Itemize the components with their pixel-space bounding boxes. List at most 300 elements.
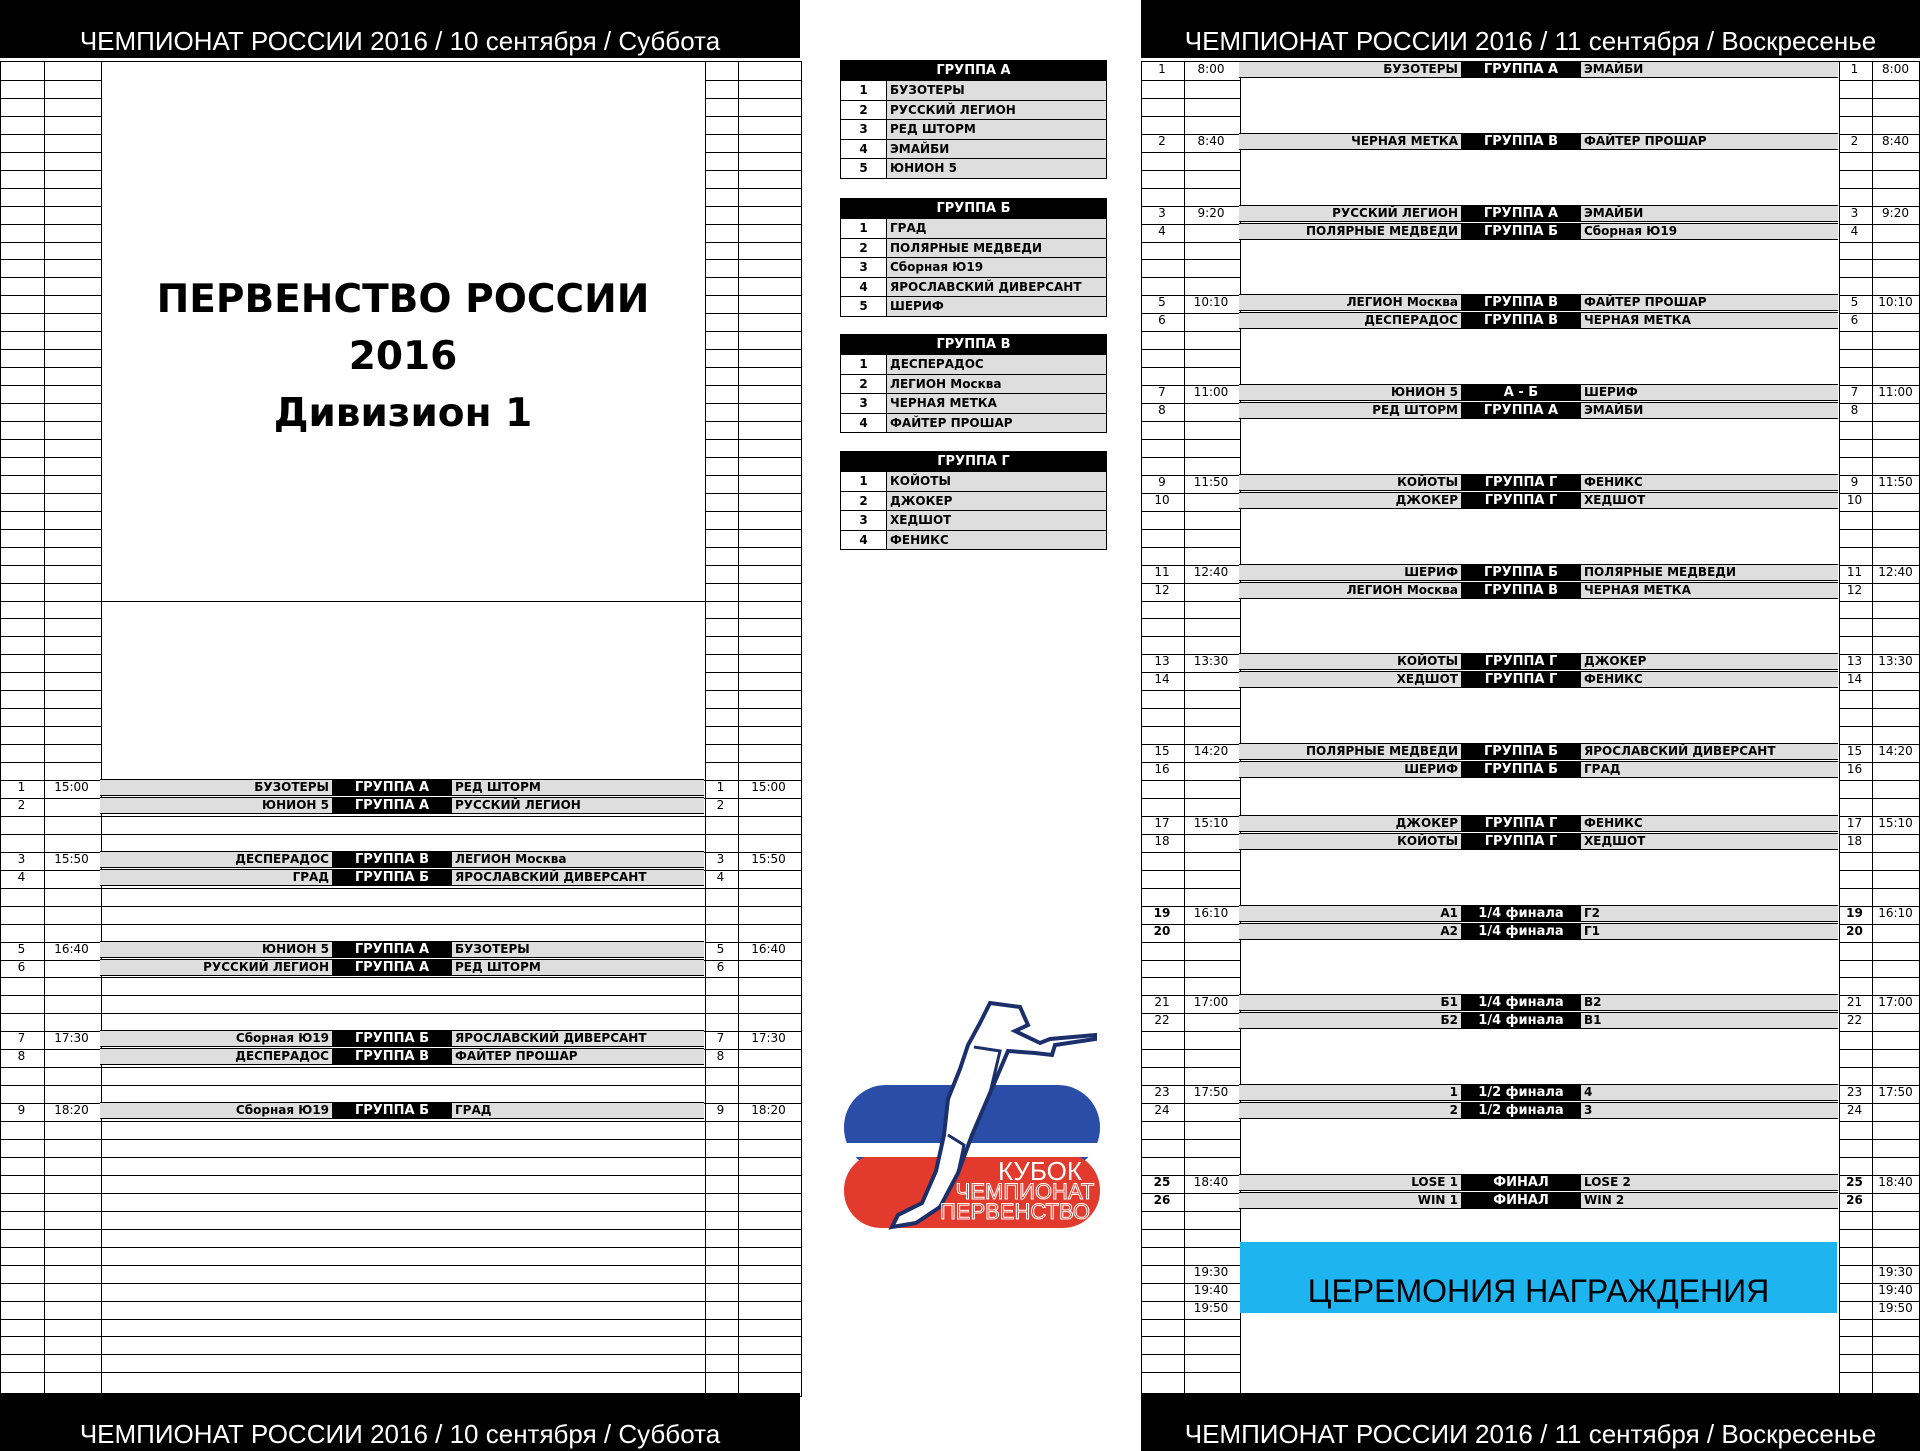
grid-row-line bbox=[705, 1301, 802, 1302]
grid-row-line bbox=[1142, 188, 1240, 189]
match-home-team: ЛЕГИОН Москва bbox=[1346, 295, 1458, 310]
match-number: 6 bbox=[1158, 313, 1166, 328]
grid-row-line bbox=[1142, 349, 1240, 350]
match-number-right: 3 bbox=[1850, 205, 1859, 220]
grid-row-line bbox=[101, 1354, 705, 1355]
footer-saturday: ЧЕМПИОНАТ РОССИИ 2016 / 10 сентября / Суббота bbox=[0, 1393, 800, 1451]
match-away-team: ЭМАЙБИ bbox=[1584, 62, 1644, 76]
match-time: 17:00 bbox=[1193, 995, 1229, 1010]
grid-row-line bbox=[1839, 780, 1920, 781]
group-team-row bbox=[841, 218, 1106, 238]
match-number-right: 12 bbox=[1846, 582, 1863, 597]
match-away-team: ЧЕРНАЯ МЕТКА bbox=[1584, 313, 1691, 328]
match-home-team: РУССКИЙ ЛЕГИОН bbox=[203, 959, 329, 974]
grid-column-line bbox=[705, 62, 706, 1396]
match-number: 18 bbox=[1154, 833, 1170, 848]
match-number-right: 9 bbox=[1850, 474, 1859, 489]
match-number-right: 24 bbox=[1846, 1103, 1863, 1118]
match-time-right bbox=[1871, 402, 1920, 419]
match-time bbox=[1183, 1012, 1239, 1029]
grid-row-line bbox=[101, 924, 705, 925]
page-title bbox=[102, 271, 704, 442]
match-away-team: ДЖОКЕР bbox=[1584, 654, 1647, 669]
group-team-row bbox=[841, 374, 1106, 394]
match-number-right: 14 bbox=[1846, 672, 1863, 687]
match-home-team: 2 bbox=[1449, 1103, 1458, 1118]
match-number: 16 bbox=[1154, 762, 1170, 777]
grid-row-line bbox=[1839, 277, 1920, 278]
grid-row-line bbox=[1142, 421, 1240, 422]
grid-row-line bbox=[1, 834, 101, 835]
match-stage: ГРУППА А bbox=[1461, 402, 1581, 419]
match-time: 16:10 bbox=[1193, 905, 1229, 920]
grid-row-line bbox=[705, 1139, 802, 1140]
logo-line-3: ПЕРВЕНСТВО bbox=[939, 1199, 1091, 1224]
grid-row-line bbox=[1, 1211, 101, 1212]
match-number-right: 9 bbox=[716, 1103, 725, 1118]
grid-row-line bbox=[1839, 1211, 1920, 1212]
match-time-right bbox=[1871, 761, 1920, 778]
grid-row-line bbox=[1839, 1049, 1920, 1050]
grid-row-line bbox=[1, 1121, 101, 1122]
group-title: ГРУППА Б bbox=[841, 199, 1106, 218]
match-number-right: 7 bbox=[1850, 385, 1859, 400]
match-time bbox=[1183, 671, 1239, 688]
grid-row-line bbox=[1, 906, 101, 907]
grid-row-line bbox=[705, 1354, 802, 1355]
grid-row-line bbox=[1142, 259, 1240, 260]
grid-row-line bbox=[705, 583, 802, 584]
grid-row-line bbox=[1839, 98, 1920, 99]
match-time bbox=[1183, 923, 1239, 940]
grid-row-line bbox=[705, 1247, 802, 1248]
group-team-row bbox=[841, 119, 1106, 139]
group-team-name: ФЕНИКС bbox=[890, 532, 949, 547]
match-time-right: 16:10 bbox=[1878, 905, 1913, 920]
grid-row-line bbox=[1142, 242, 1240, 243]
grid-row-line bbox=[705, 1283, 802, 1284]
grid-row-line bbox=[1142, 367, 1240, 368]
match-time-right bbox=[737, 869, 800, 886]
grid-row-line bbox=[1142, 1372, 1240, 1373]
match-number: 6 bbox=[17, 959, 26, 974]
grid-row-line bbox=[1839, 977, 1920, 978]
match-home-team: КОЙОТЫ bbox=[1397, 833, 1458, 848]
match-away-team: ЯРОСЛАВСКИЙ ДИВЕРСАНТ bbox=[1584, 744, 1776, 759]
group-team-name: ФАЙТЕР ПРОШАР bbox=[890, 415, 1013, 430]
group-table bbox=[840, 334, 1107, 433]
match-away-team: Г2 bbox=[1584, 905, 1600, 920]
grid-row-line bbox=[705, 493, 802, 494]
grid-row-line bbox=[1142, 529, 1240, 530]
grid-row-line bbox=[1142, 977, 1240, 978]
grid-row-line bbox=[1839, 798, 1920, 799]
grid-row-line bbox=[1839, 1319, 1920, 1320]
grid-row-line bbox=[1839, 547, 1920, 548]
grid-row-line bbox=[1142, 439, 1240, 440]
match-stage: ГРУППА А bbox=[332, 797, 452, 814]
grid-row-line bbox=[1, 152, 101, 153]
header-sunday: ЧЕМПИОНАТ РОССИИ 2016 / 11 сентября / Воскресенье bbox=[1141, 0, 1920, 58]
grid-row-line bbox=[1, 98, 101, 99]
grid-row-line bbox=[705, 439, 802, 440]
grid-row-line bbox=[1, 493, 101, 494]
grid-row-line bbox=[1, 995, 101, 996]
match-number: 5 bbox=[1158, 295, 1166, 310]
group-team-rank: 3 bbox=[841, 258, 887, 277]
grid-row-line bbox=[1, 1067, 101, 1068]
ceremony-time-right: 19:40 bbox=[1878, 1282, 1913, 1297]
grid-row-line bbox=[1839, 331, 1920, 332]
grid-row-line bbox=[705, 888, 802, 889]
match-number: 1 bbox=[17, 780, 26, 794]
match-stage: ГРУППА Б bbox=[332, 1030, 452, 1047]
grid-row-line bbox=[1, 1247, 101, 1248]
match-home-team: РУССКИЙ ЛЕГИОН bbox=[1332, 205, 1458, 220]
group-team-rank: 2 bbox=[841, 239, 887, 258]
match-stage: 1/4 финала bbox=[1461, 923, 1581, 940]
grid-row-line bbox=[101, 1139, 705, 1140]
grid-row-line bbox=[101, 1319, 705, 1320]
match-home-team: ПОЛЯРНЫЕ МЕДВЕДИ bbox=[1306, 744, 1458, 759]
grid-row-line bbox=[1, 583, 101, 584]
grid-row-line bbox=[705, 1265, 802, 1266]
match-time: 12:40 bbox=[1193, 564, 1229, 579]
grid-row-line bbox=[705, 116, 802, 117]
grid-row-line bbox=[705, 547, 802, 548]
group-title: ГРУППА Г bbox=[841, 452, 1106, 471]
match-stage: ГРУППА Б bbox=[1461, 564, 1581, 581]
match-number-right: 11 bbox=[1846, 564, 1863, 579]
match-time-right: 17:00 bbox=[1878, 995, 1913, 1010]
group-team-row bbox=[841, 238, 1106, 258]
match-time: 15:50 bbox=[54, 851, 89, 866]
logo-line-2: ЧЕМПИОНАТ bbox=[955, 1179, 1095, 1204]
match-number: 21 bbox=[1154, 995, 1170, 1010]
match-away-team: ЛЕГИОН Москва bbox=[455, 851, 567, 866]
match-number: 10 bbox=[1154, 492, 1170, 507]
grid-row-line bbox=[1, 618, 101, 619]
grid-row-line bbox=[1142, 1031, 1240, 1032]
grid-row-line bbox=[705, 421, 802, 422]
grid-row-line bbox=[705, 511, 802, 512]
match-time-right bbox=[1871, 1012, 1920, 1029]
match-number: 12 bbox=[1154, 582, 1170, 597]
match-home-team: ГРАД bbox=[292, 869, 329, 884]
grid-row-line bbox=[101, 888, 705, 889]
group-team-rank: 4 bbox=[841, 414, 887, 433]
group-team-name: КОЙОТЫ bbox=[890, 474, 951, 488]
match-number: 11 bbox=[1154, 564, 1170, 579]
match-time: 11:50 bbox=[1193, 474, 1229, 489]
grid-row-line bbox=[1142, 870, 1240, 871]
grid-row-line bbox=[705, 1229, 802, 1230]
grid-row-line bbox=[1839, 1372, 1920, 1373]
ceremony-time: 19:40 bbox=[1193, 1282, 1229, 1297]
group-team-rank: 4 bbox=[841, 140, 887, 159]
match-home-team: ЮНИОН 5 bbox=[1391, 385, 1458, 400]
match-number-right: 4 bbox=[716, 869, 725, 884]
grid-row-line bbox=[1839, 960, 1920, 961]
match-number-right: 15 bbox=[1846, 744, 1863, 759]
grid-row-line bbox=[1, 708, 101, 709]
match-number-right: 23 bbox=[1846, 1085, 1863, 1100]
match-number: 24 bbox=[1154, 1103, 1170, 1118]
group-team-name: ПОЛЯРНЫЕ МЕДВЕДИ bbox=[890, 240, 1042, 255]
match-home-team: ДЖОКЕР bbox=[1395, 492, 1458, 507]
grid-row-line bbox=[101, 1301, 705, 1302]
grid-row-line bbox=[101, 1175, 705, 1176]
grid-row-line bbox=[705, 313, 802, 314]
match-away-team: 3 bbox=[1584, 1103, 1593, 1118]
match-home-team: КОЙОТЫ bbox=[1397, 474, 1458, 489]
grid-row-line bbox=[101, 906, 705, 907]
group-team-rank: 3 bbox=[841, 120, 887, 139]
grid-row-line bbox=[1, 762, 101, 763]
grid-row-line bbox=[1, 977, 101, 978]
group-team-name: Сборная Ю19 bbox=[890, 260, 984, 274]
ceremony-time: 19:30 bbox=[1193, 1264, 1229, 1279]
grid-row-line bbox=[1, 601, 101, 602]
grid-row-line bbox=[1, 1301, 101, 1302]
match-away-team: В2 bbox=[1584, 995, 1602, 1010]
match-home-team: ДЕСПЕРАДОС bbox=[235, 1049, 329, 1064]
match-home-team: Сборная Ю19 bbox=[235, 1103, 329, 1118]
match-number-right: 1 bbox=[716, 780, 725, 794]
title-line-1: ПЕРВЕНСТВО РОССИИ 2016 bbox=[156, 277, 650, 379]
match-stage: ГРУППА Г bbox=[1461, 815, 1581, 832]
match-time-right: 15:00 bbox=[751, 780, 786, 794]
match-away-team: РЕД ШТОРМ bbox=[455, 780, 541, 794]
footer-sunday: ЧЕМПИОНАТ РОССИИ 2016 / 11 сентября / Воскресенье bbox=[1141, 1393, 1920, 1451]
grid-row-line bbox=[1142, 942, 1240, 943]
grid-row-line bbox=[705, 654, 802, 655]
match-number-right: 4 bbox=[1850, 223, 1859, 238]
match-stage: ГРУППА Г bbox=[1461, 474, 1581, 491]
match-stage: ГРУППА Б bbox=[1461, 761, 1581, 778]
grid-row-line bbox=[1, 636, 101, 637]
grid-row-line bbox=[705, 134, 802, 135]
group-team-row bbox=[841, 277, 1106, 297]
grid-row-line bbox=[1142, 1067, 1240, 1068]
match-away-team: ФЕНИКС bbox=[1584, 815, 1643, 830]
grid-row-line bbox=[1, 116, 101, 117]
grid-row-line bbox=[1142, 152, 1240, 153]
match-away-team: ХЕДШОТ bbox=[1584, 492, 1646, 507]
grid-column-line bbox=[44, 62, 45, 1396]
match-stage: ГРУППА В bbox=[332, 1048, 452, 1065]
grid-row-line bbox=[1, 690, 101, 691]
grid-row-line bbox=[1, 1013, 101, 1014]
match-time-right: 18:40 bbox=[1878, 1174, 1913, 1189]
grid-row-line bbox=[705, 636, 802, 637]
match-home-team: WIN 1 bbox=[1417, 1192, 1458, 1207]
grid-row-line bbox=[705, 726, 802, 727]
match-number-right: 2 bbox=[716, 797, 725, 812]
grid-row-line bbox=[1839, 1354, 1920, 1355]
group-team-rank: 1 bbox=[841, 472, 887, 491]
ceremony-time-right: 19:50 bbox=[1878, 1300, 1913, 1315]
group-team-name: ШЕРИФ bbox=[890, 299, 944, 313]
match-number: 1 bbox=[1158, 62, 1166, 76]
match-time-right bbox=[737, 797, 800, 814]
group-team-row bbox=[841, 354, 1106, 374]
grid-row-line bbox=[1839, 942, 1920, 943]
match-time-right bbox=[1871, 833, 1920, 850]
grid-row-line bbox=[101, 1372, 705, 1373]
grid-row-line bbox=[705, 331, 802, 332]
match-time-right: 18:20 bbox=[751, 1103, 786, 1118]
group-team-name: ЧЕРНАЯ МЕТКА bbox=[890, 396, 997, 410]
match-number: 19 bbox=[1153, 905, 1171, 920]
match-time: 15:10 bbox=[1193, 815, 1229, 830]
match-time-right: 15:50 bbox=[751, 851, 786, 866]
grid-row-line bbox=[705, 152, 802, 153]
group-team-row bbox=[841, 158, 1106, 178]
grid-row-line bbox=[101, 1067, 705, 1068]
paintball-player-icon bbox=[840, 995, 1110, 1235]
grid-row-line bbox=[1142, 690, 1240, 691]
match-number: 8 bbox=[1158, 403, 1166, 418]
grid-row-line bbox=[101, 1336, 705, 1337]
group-team-rank: 1 bbox=[841, 355, 887, 374]
grid-row-line bbox=[1142, 852, 1240, 853]
grid-row-line bbox=[1, 1354, 101, 1355]
grid-row-line bbox=[705, 367, 802, 368]
grid-row-line bbox=[1, 1193, 101, 1194]
group-team-row bbox=[841, 257, 1106, 277]
match-time bbox=[1183, 402, 1239, 419]
grid-row-line bbox=[1142, 1319, 1240, 1320]
match-time-right bbox=[1871, 582, 1920, 599]
grid-row-line bbox=[1142, 457, 1240, 458]
header-saturday: ЧЕМПИОНАТ РОССИИ 2016 / 10 сентября / Суббота bbox=[0, 0, 800, 58]
grid-row-line bbox=[705, 206, 802, 207]
grid-row-line bbox=[1142, 636, 1240, 637]
match-away-team: РУССКИЙ ЛЕГИОН bbox=[455, 797, 581, 812]
grid-row-line bbox=[705, 565, 802, 566]
group-team-name: ЛЕГИОН Москва bbox=[890, 376, 1002, 391]
match-number: 7 bbox=[17, 1031, 26, 1046]
group-team-name: ДЖОКЕР bbox=[890, 493, 953, 508]
grid-row-line bbox=[1, 565, 101, 566]
match-away-team: ХЕДШОТ bbox=[1584, 833, 1646, 848]
match-number-right: 18 bbox=[1846, 833, 1863, 848]
match-number: 2 bbox=[1158, 133, 1166, 148]
grid-row-line bbox=[1142, 98, 1240, 99]
grid-column-line bbox=[738, 62, 739, 1396]
grid-row-line bbox=[1, 888, 101, 889]
match-number: 9 bbox=[17, 1103, 26, 1118]
match-time-right bbox=[1871, 312, 1920, 329]
match-away-team: ФЕНИКС bbox=[1584, 672, 1643, 687]
match-time-right: 16:40 bbox=[751, 941, 786, 956]
grid-row-line bbox=[1, 134, 101, 135]
match-away-team: БУЗОТЕРЫ bbox=[455, 941, 530, 956]
grid-row-line bbox=[705, 618, 802, 619]
grid-row-line bbox=[705, 277, 802, 278]
group-team-rank: 4 bbox=[841, 278, 887, 297]
match-stage: ГРУППА А bbox=[332, 779, 452, 796]
grid-row-line bbox=[705, 995, 802, 996]
grid-row-line bbox=[705, 708, 802, 709]
match-time: 15:00 bbox=[54, 780, 89, 794]
grid-row-line bbox=[1142, 1354, 1240, 1355]
match-number: 13 bbox=[1154, 654, 1170, 669]
match-number-right: 10 bbox=[1846, 492, 1863, 507]
grid-row-line bbox=[1, 224, 101, 225]
match-home-team: БУЗОТЕРЫ bbox=[254, 780, 329, 794]
grid-row-line bbox=[1, 349, 101, 350]
match-number-right: 3 bbox=[716, 851, 725, 866]
grid-row-line bbox=[705, 672, 802, 673]
grid-row-line bbox=[1839, 80, 1920, 81]
grid-row-line bbox=[705, 529, 802, 530]
match-time bbox=[43, 1048, 100, 1065]
match-home-team: ДЕСПЕРАДОС bbox=[1364, 313, 1458, 328]
match-stage: ГРУППА Б bbox=[1461, 223, 1581, 240]
grid-row-line bbox=[1839, 170, 1920, 171]
grid-row-line bbox=[705, 924, 802, 925]
group-team-name: ДЕСПЕРАДОС bbox=[890, 357, 984, 371]
match-number-right: 20 bbox=[1846, 923, 1863, 938]
grid-row-line bbox=[1142, 960, 1240, 961]
match-number-right: 25 bbox=[1846, 1174, 1863, 1189]
group-team-row bbox=[841, 393, 1106, 413]
match-home-team: КОЙОТЫ bbox=[1397, 654, 1458, 669]
grid-row-line bbox=[705, 295, 802, 296]
match-stage: ГРУППА Б bbox=[332, 869, 452, 886]
match-number-right: 19 bbox=[1846, 905, 1863, 920]
match-time-right bbox=[1871, 492, 1920, 509]
title-line-2: Дивизион 1 bbox=[273, 391, 533, 436]
grid-row-line bbox=[705, 1372, 802, 1373]
group-team-row bbox=[841, 413, 1106, 433]
match-time-right: 8:00 bbox=[1882, 62, 1909, 76]
match-away-team: Сборная Ю19 bbox=[1584, 223, 1678, 238]
grid-row-line bbox=[101, 1013, 705, 1014]
grid-row-line bbox=[705, 80, 802, 81]
grid-row-line bbox=[1, 259, 101, 260]
grid-row-line bbox=[1, 295, 101, 296]
grid-row-line bbox=[1839, 152, 1920, 153]
grid-row-line bbox=[101, 601, 705, 602]
ceremony-banner: ЦЕРЕМОНИЯ НАГРАЖДЕНИЯ bbox=[1240, 1242, 1837, 1314]
grid-row-line bbox=[1839, 367, 1920, 368]
match-time bbox=[1183, 582, 1239, 599]
grid-row-line bbox=[1142, 511, 1240, 512]
grid-row-line bbox=[1839, 242, 1920, 243]
match-stage: ГРУППА В bbox=[1461, 312, 1581, 329]
match-home-team: LOSE 1 bbox=[1411, 1174, 1458, 1189]
match-time bbox=[43, 797, 100, 814]
match-number-right: 8 bbox=[716, 1049, 725, 1064]
group-team-name: РЕД ШТОРМ bbox=[890, 122, 976, 136]
group-team-row bbox=[841, 471, 1106, 491]
grid-row-line bbox=[705, 816, 802, 817]
group-team-name: ХЕДШОТ bbox=[890, 513, 952, 527]
grid-row-line bbox=[1, 744, 101, 745]
match-number: 4 bbox=[1158, 223, 1166, 238]
grid-row-line bbox=[705, 1067, 802, 1068]
match-away-team: ФЕНИКС bbox=[1584, 474, 1643, 489]
grid-row-line bbox=[101, 1157, 705, 1158]
grid-row-line bbox=[1839, 1336, 1920, 1337]
grid-row-line bbox=[705, 259, 802, 260]
match-home-team: РЕД ШТОРМ bbox=[1372, 403, 1458, 418]
grid-row-line bbox=[1, 816, 101, 817]
match-number: 23 bbox=[1154, 1085, 1170, 1100]
